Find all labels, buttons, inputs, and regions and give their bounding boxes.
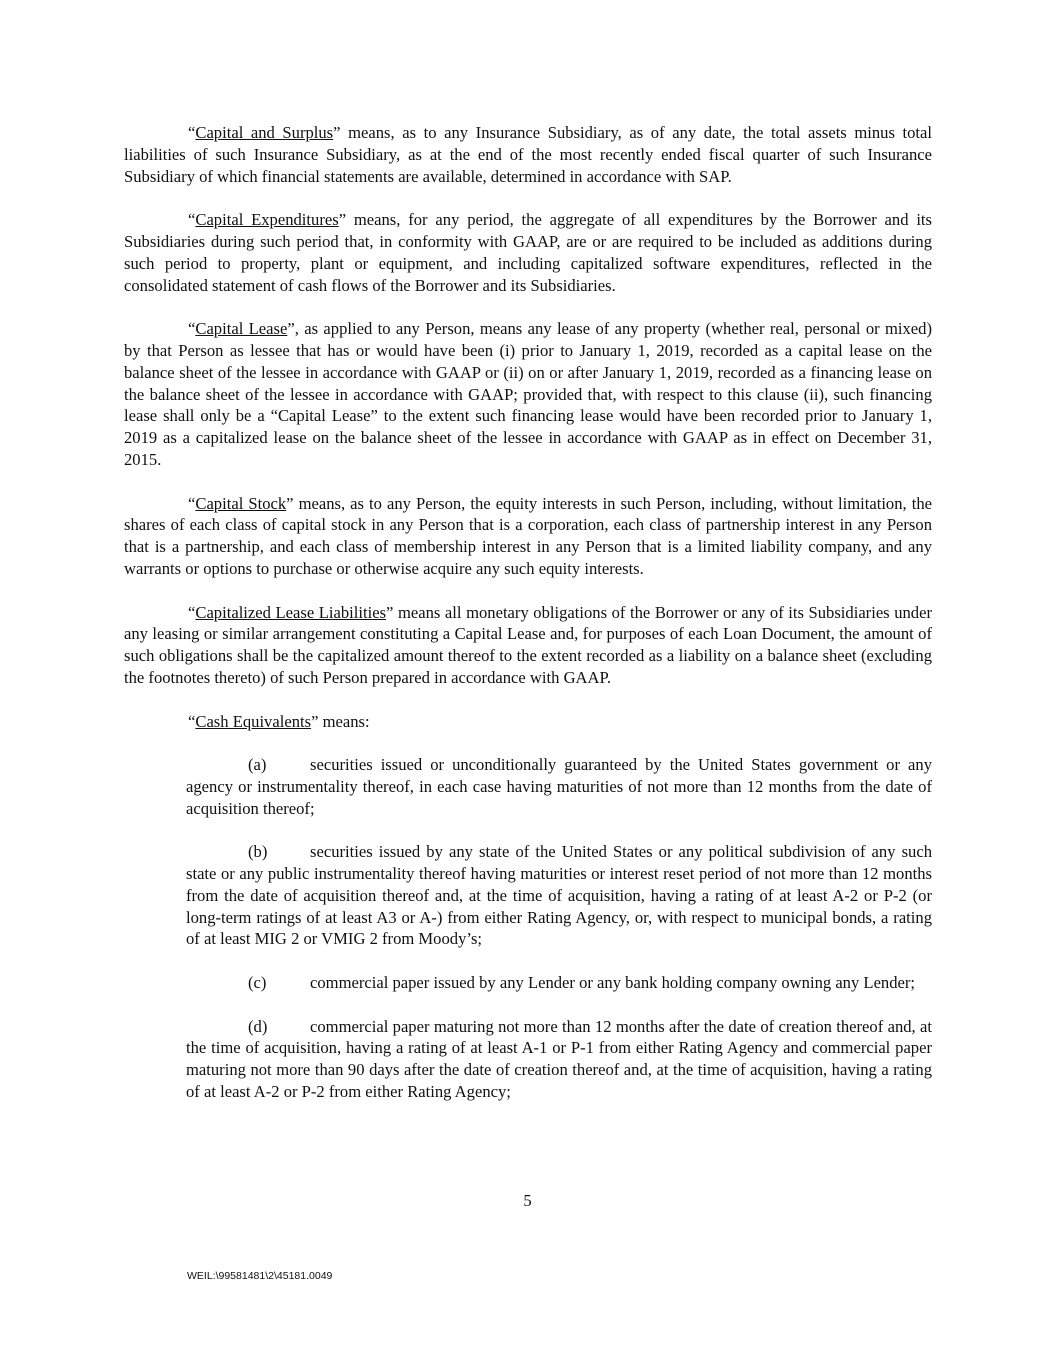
definition-capital-lease xyxy=(124,318,932,471)
definition-capitalized-lease-liabilities xyxy=(124,602,932,689)
open-quote: “ xyxy=(188,210,196,230)
item-label: (b) xyxy=(248,842,268,862)
item-text: commercial paper issued by any Lender or any bank holding company owning any Lender; xyxy=(310,973,916,993)
definition-text: ” means: xyxy=(311,711,370,731)
definition-text: ” means, as to any Person, the equity interests in such Person, including, without limitation, the shares of each class of capital stock in any Person that is a corporation, each class of partnership interest in any Person that is a partnership, and each class of membership interest in any Person that is a limited liability company, and any warrants or options to purchase or otherwise acquire any such equity interests. xyxy=(124,493,932,578)
item-text: securities issued or unconditionally guaranteed by the United States government or any agency or instrumentality thereof, in each case having maturities of not more than 12 months from the date of acquisition thereof; xyxy=(186,755,932,818)
document-page xyxy=(124,122,932,1125)
definition-cash-equivalents xyxy=(124,711,932,733)
defined-term: Capital Expenditures xyxy=(195,210,339,230)
cash-equivalents-item-d xyxy=(186,1016,932,1103)
page-number: 5 xyxy=(523,1191,532,1210)
definition-capital-expenditures xyxy=(124,209,932,296)
open-quote: “ xyxy=(188,319,196,339)
item-label: (c) xyxy=(248,973,267,993)
item-text: securities issued by any state of the United States or any political subdivision of any such state or any public instrumentality thereof having maturities or interest reset period of not more than 12 months from the date of acquisition thereof and, at the time of acquisition, having a rating of at least A-2 or P-2 (or long-term ratings of at least A3 or A-) from either Rating Agency, or, with respect to municipal bonds, a rating of at least MIG 2 or VMIG 2 from Moody’s; xyxy=(186,842,932,949)
defined-term: Capital Stock xyxy=(195,493,287,513)
defined-term: Capitalized Lease Liabilities xyxy=(195,602,387,622)
definition-capital-stock xyxy=(124,493,932,580)
item-text: commercial paper maturing not more than 12 months after the date of creation thereof and, at the time of acquisition, having a rating of at least A-1 or P-1 from either Rating Agency and commercial paper maturing not more than 90 days after the date of creation thereof and, at the time of acquisition, having a rating of at least A-2 or P-2 from either Rating Agency; xyxy=(186,1016,932,1102)
cash-equivalents-item-a xyxy=(186,754,932,819)
defined-term: Capital Lease xyxy=(195,319,288,339)
definition-text: ” means, for any period, the aggregate of all expenditures by the Borrower and its Subsidiaries during such period that, in conformity with GAAP, are or are required to be included as additions during such period to property, plant or equipment, and including capitalized software expenditures, reflected in the consolidated statement of cash flows of the Borrower and its Subsidiaries. xyxy=(124,210,932,295)
defined-term: Cash Equivalents xyxy=(195,711,312,731)
open-quote: “ xyxy=(188,123,196,142)
open-quote: “ xyxy=(188,711,196,731)
open-quote: “ xyxy=(188,493,196,513)
definition-capital-and-surplus xyxy=(124,122,932,187)
definition-text: ”, as applied to any Person, means any lease of any property (whether real, personal or mixed) by that Person as lessee that has or would have been (i) prior to January 1, 2019, recorded as a capital lease on the balance sheet of the lessee in accordance with GAAP or (ii) on or after January 1, 2019, recorded as a financing lease on the balance sheet of the lessee in accordance with GAAP; provided that, with respect to this clause (ii), such financing lease shall only be a “Capital Lease” to the extent such financing lease would have been recorded prior to January 1, 2019 as a capitalized lease on the balance sheet of the lessee in accordance with GAAP as in effect on December 31, 2015. xyxy=(124,319,932,469)
open-quote: “ xyxy=(188,602,196,622)
item-label: (a) xyxy=(248,755,267,775)
cash-equivalents-item-b xyxy=(186,841,932,950)
item-label: (d) xyxy=(248,1016,268,1036)
document-footer-id: WEIL:\99581481\2\45181.0049 xyxy=(187,1270,333,1282)
defined-term: Capital and Surplus xyxy=(195,123,334,142)
definition-text: ” means all monetary obligations of the Borrower or any of its Subsidiaries under any leasing or similar arrangement constituting a Capital Lease and, for purposes of each Loan Document, the amount of such obligations shall be the capitalized amount thereof to the extent recorded as a liability on a balance sheet (excluding the footnotes thereto) of such Person prepared in accordance with GAAP. xyxy=(124,602,932,687)
definition-text: ” means, as to any Insurance Subsidiary, as of any date, the total assets minus total liabilities of such Insurance Subsidiary, as at the end of the most recently ended fiscal quarter of such Insurance Subsidiary of which financial statements are available, determined in accordance with SAP. xyxy=(124,123,932,186)
cash-equivalents-item-c xyxy=(124,972,932,994)
